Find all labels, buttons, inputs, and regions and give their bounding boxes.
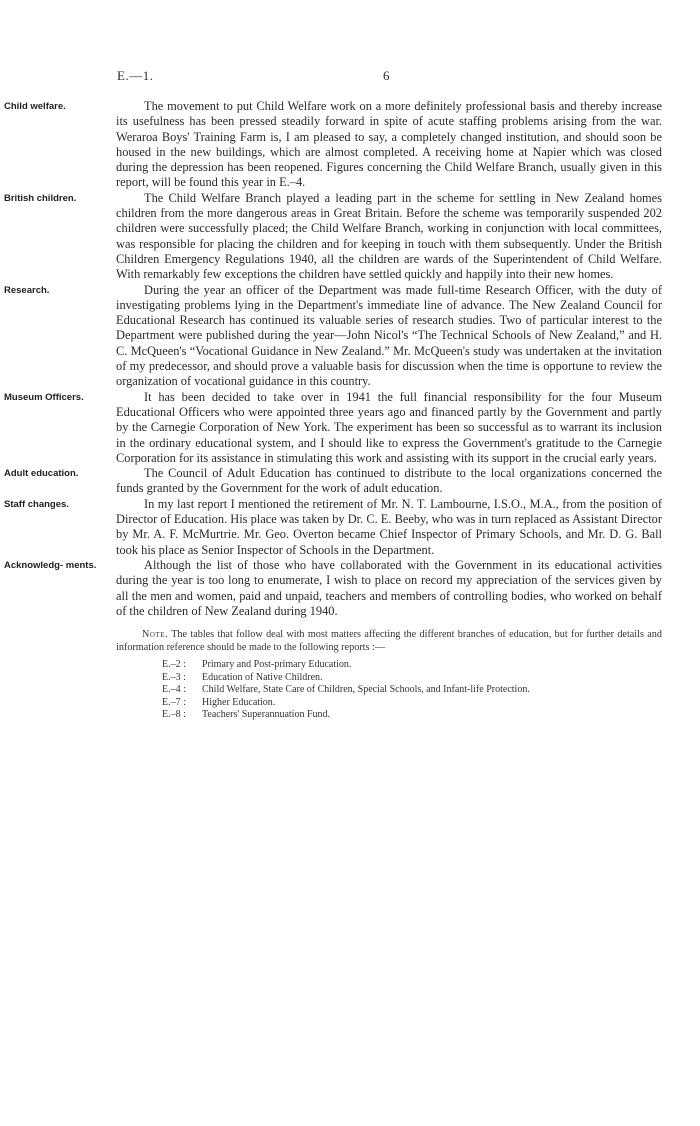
list-item (162, 672, 700, 685)
list-item (162, 697, 700, 710)
report-title: Teachers' Superannuation Fund. (202, 709, 331, 721)
paragraph: The movement to put Child Welfare work on a more definitely professional basis and thereby increase its usefulness has been pressed steadily forward in spite of acute staffing problems arising from the war. Weraroa Boys' Training Farm is, I am pleased to say, a completely changed institution, and should soon be housed in the new buildings, which are almost completed. A receiving home at Napier which was closed during the depression has been reopened. Figures concerning the Child Welfare Branch, usually given in this report, will be found this year in E.–4. (116, 99, 662, 190)
section-research (0, 283, 700, 390)
side-note: Research. (4, 284, 50, 296)
report-title: Child Welfare, State Care of Children, Special Schools, and Infant-life Protection. (202, 684, 530, 696)
paragraph: The Child Welfare Branch played a leading part in the scheme for settling in New Zealand homes children from the more dangerous areas in Great Britain. Before the scheme was temporarily suspended 202 children were successfully placed; the Child Welfare Branch, working in conjunction with local committees, was responsible for placing the children and for keeping in touch with them subsequently. Under the British Children Emergency Regulations 1940, all the children are wards of the Superintendent of Child Welfare. With remarkably few exceptions the children have settled quickly and happily into their new homes. (116, 190, 662, 282)
list-item (162, 709, 700, 722)
report-code: E.–2 : (162, 659, 186, 671)
list-item (162, 659, 700, 672)
paragraph: The Council of Adult Education has continued to distribute to the local organizations concerned the funds granted by the Government for the work of adult education. (116, 466, 662, 496)
side-note: British children. (4, 192, 77, 204)
report-title: Education of Native Children. (202, 671, 323, 683)
reports-list (162, 659, 700, 722)
section-acknowledgments (0, 558, 700, 619)
side-note: Museum Officers. (4, 391, 84, 403)
section-british-children (0, 191, 700, 283)
side-note: Adult education. (4, 468, 79, 480)
note-label: Note. (142, 629, 169, 641)
page-header (0, 68, 700, 88)
paragraph: During the year an officer of the Department was made full-time Research Officer, with the duty of investigating problems lying in the Department's immediate line of advance. The New Zealand Council for Educational Research has continued its valuable series of research studies. Two of particular interest to the Department were published during the year—John Nicol's “The Technical Schools of New Zealand,” and H. C. McQueen's “Vocational Guidance in New Zealand.” Mr. McQueen's study was undertaken at the invitation of my predecessor, and should prove a valuable basis for discussion when the time is opportune to review the organization of vocational guidance in this country. (116, 282, 662, 389)
side-note: Child welfare. (4, 101, 66, 112)
section-museum-officers (0, 390, 700, 466)
paragraph: It has been decided to take over in 1941 the full financial responsibility for the four Museum Educational Officers who were appointed three years ago and financed partly by the Government and partly by the Carnegie Corporation of New York. The experiment has been so successful as to warrant its inclusion in the ordinary educational system, and I should like to express the Government's gratitude to the Carnegie Corporation for its assistance in stimulating this work and assisting with its support in the crucial early years. (116, 389, 662, 465)
note-text: The tables that follow deal with most matters affecting the different branches of education, but for further details and information reference should be made to the following reports :— (116, 629, 662, 654)
side-note: Acknowledg- ments. (4, 559, 97, 571)
side-note: Staff changes. (4, 498, 69, 510)
paragraph: Although the list of those who have collaborated with the Government in its educational activities during the year is too long to enumerate, I wish to place on record my appreciation of the services given by all the men and women, paid and unpaid, teachers and members of controlling bodies, who worked on behalf of the children of New Zealand during 1940. (116, 557, 662, 618)
section-child-welfare (0, 99, 700, 191)
report-code: E.–8 : (162, 709, 186, 721)
document-code: E.—1. (117, 68, 154, 83)
list-item (162, 684, 700, 697)
report-code: E.–7 : (162, 696, 186, 708)
page-number: 6 (383, 68, 390, 83)
section-adult-education (0, 466, 700, 497)
report-title: Higher Education. (202, 696, 276, 708)
document-body (0, 99, 700, 722)
section-staff-changes (0, 497, 700, 558)
paragraph: In my last report I mentioned the retirement of Mr. N. T. Lambourne, I.S.O., M.A., from the position of Director of Education. His place was taken by Dr. C. E. Beeby, who was in turn replaced as Assistant Director by Mr. A. F. McMurtrie. Mr. Geo. Overton became Chief Inspector of Primary Schools, and Mr. D. G. Ball took his place as Senior Inspector of Schools in the Department. (116, 496, 662, 557)
report-code: E.–3 : (162, 671, 186, 683)
report-title: Primary and Post-primary Education. (202, 659, 352, 671)
report-code: E.–4 : (162, 684, 186, 696)
reports-note (116, 628, 662, 654)
